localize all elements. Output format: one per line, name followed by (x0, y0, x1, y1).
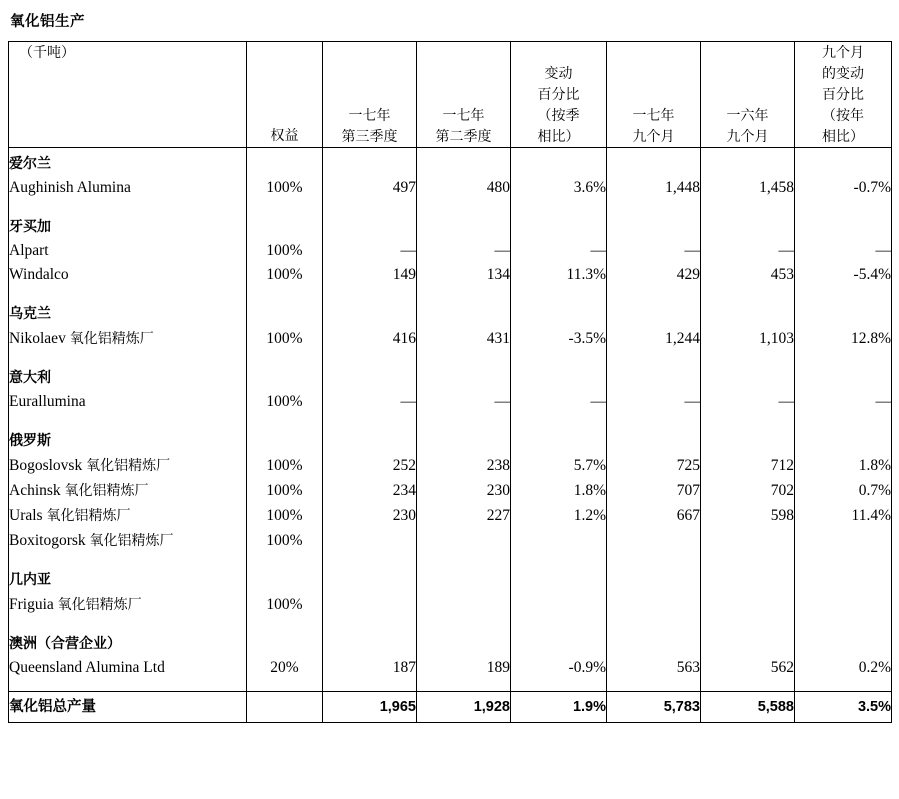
row-yoy-change: 0.2% (795, 656, 892, 680)
row-equity (247, 425, 323, 453)
row-ytd-2016 (701, 553, 795, 564)
header-unit: （千吨） (9, 42, 247, 148)
total-q3-2017: 1,965 (323, 692, 417, 723)
row-ytd-2016 (701, 592, 795, 617)
row-yoy-change: 11.4% (795, 503, 892, 528)
row-q3-2017: 149 (323, 263, 417, 287)
row-q2-2017 (417, 362, 511, 390)
spacer-row (9, 553, 892, 564)
row-name-latin: Achinsk (9, 482, 65, 499)
row-ytd-2017 (607, 414, 701, 425)
total-ytd-2017: 5,783 (607, 692, 701, 723)
row-qoq-change: -3.5% (511, 326, 607, 351)
row-qoq-change (511, 351, 607, 362)
table-row (9, 592, 892, 617)
page-title: 氧化铝生产 (10, 14, 85, 30)
row-ytd-2017: 429 (607, 263, 701, 287)
row-q3-2017 (323, 148, 417, 177)
group-name: 乌克兰 (9, 298, 247, 326)
row-ytd-2016 (701, 200, 795, 211)
row-q3-2017: 416 (323, 326, 417, 351)
row-yoy-change (795, 617, 892, 628)
row-qoq-change (511, 287, 607, 298)
row-name-latin: Boxitogorsk (9, 532, 90, 549)
row-q2-2017 (417, 628, 511, 656)
row-yoy-change: -5.4% (795, 263, 892, 287)
row-ytd-2017: 707 (607, 478, 701, 503)
row-name (9, 528, 247, 553)
row-qoq-change (511, 592, 607, 617)
row-ytd-2016: 453 (701, 263, 795, 287)
row-ytd-2016 (701, 414, 795, 425)
row-name (9, 326, 247, 351)
row-q2-2017: 189 (417, 656, 511, 680)
row-ytd-2016: 562 (701, 656, 795, 680)
row-name (9, 176, 247, 200)
row-q3-2017 (323, 200, 417, 211)
row-q3-2017 (323, 592, 417, 617)
row-q3-2017 (323, 528, 417, 553)
row-yoy-change (795, 628, 892, 656)
total-row (9, 692, 892, 723)
row-name (9, 287, 247, 298)
row-q3-2017 (323, 553, 417, 564)
row-qoq-change (511, 628, 607, 656)
row-ytd-2017: 563 (607, 656, 701, 680)
row-ytd-2016: 712 (701, 453, 795, 478)
group-row (9, 564, 892, 592)
row-ytd-2016 (701, 298, 795, 326)
table-row (9, 326, 892, 351)
row-name (9, 263, 247, 287)
row-q2-2017: 238 (417, 453, 511, 478)
row-name (9, 592, 247, 617)
row-equity (247, 298, 323, 326)
group-name: 爱尔兰 (9, 148, 247, 177)
row-qoq-change (511, 528, 607, 553)
row-q2-2017 (417, 148, 511, 177)
row-ytd-2017 (607, 425, 701, 453)
row-qoq-change (511, 148, 607, 177)
spacer-row (9, 200, 892, 211)
row-name (9, 503, 247, 528)
row-q2-2017 (417, 617, 511, 628)
row-yoy-change (795, 148, 892, 177)
row-name (9, 478, 247, 503)
row-qoq-change: 1.2% (511, 503, 607, 528)
row-yoy-change (795, 592, 892, 617)
row-qoq-change (511, 425, 607, 453)
row-ytd-2017 (607, 351, 701, 362)
row-q3-2017: — (323, 390, 417, 414)
row-name-cjk: 氧化铝精炼厂 (64, 482, 149, 498)
row-q2-2017: — (417, 239, 511, 263)
row-qoq-change (511, 200, 607, 211)
row-q2-2017 (417, 564, 511, 592)
row-ytd-2017 (607, 528, 701, 553)
group-row (9, 298, 892, 326)
row-q2-2017 (417, 592, 511, 617)
table-row (9, 390, 892, 414)
row-ytd-2016 (701, 680, 795, 692)
row-name (9, 656, 247, 680)
spacer-row (9, 414, 892, 425)
row-name (9, 239, 247, 263)
row-q2-2017: — (417, 390, 511, 414)
row-equity: 20% (247, 656, 323, 680)
row-equity: 100% (247, 503, 323, 528)
row-q2-2017: 480 (417, 176, 511, 200)
row-qoq-change: 11.3% (511, 263, 607, 287)
row-ytd-2017 (607, 592, 701, 617)
header-ytd-2017: 一七年 九个月 (607, 42, 701, 148)
row-yoy-change (795, 564, 892, 592)
spacer-row (9, 287, 892, 298)
header-qoq-change: 变动 百分比 （按季 相比） (511, 42, 607, 148)
row-ytd-2016 (701, 564, 795, 592)
row-ytd-2016: — (701, 239, 795, 263)
row-q3-2017: 252 (323, 453, 417, 478)
row-equity: 100% (247, 390, 323, 414)
row-ytd-2016 (701, 425, 795, 453)
spacer-row (9, 351, 892, 362)
row-q2-2017 (417, 414, 511, 425)
row-name-cjk: 氧化铝精炼厂 (86, 457, 171, 473)
row-q2-2017 (417, 528, 511, 553)
row-q3-2017: 234 (323, 478, 417, 503)
row-equity (247, 553, 323, 564)
row-ytd-2017 (607, 617, 701, 628)
row-ytd-2017: 725 (607, 453, 701, 478)
row-name-latin: Bogoslovsk (9, 457, 87, 474)
row-name-latin: Friguia (9, 596, 58, 613)
row-q2-2017: 431 (417, 326, 511, 351)
group-name: 几内亚 (9, 564, 247, 592)
row-qoq-change (511, 414, 607, 425)
row-yoy-change (795, 211, 892, 239)
row-equity: 100% (247, 176, 323, 200)
row-q2-2017: 230 (417, 478, 511, 503)
row-equity: 100% (247, 478, 323, 503)
row-equity: 100% (247, 239, 323, 263)
group-name: 澳洲（合营企业） (9, 628, 247, 656)
row-ytd-2017 (607, 200, 701, 211)
group-row (9, 148, 892, 177)
row-qoq-change: 5.7% (511, 453, 607, 478)
row-yoy-change (795, 680, 892, 692)
row-equity (247, 211, 323, 239)
row-q2-2017 (417, 298, 511, 326)
table-row (9, 263, 892, 287)
row-ytd-2016: — (701, 390, 795, 414)
total-label: 氧化铝总产量 (9, 692, 247, 723)
row-name (9, 200, 247, 211)
row-ytd-2017 (607, 362, 701, 390)
row-ytd-2016 (701, 528, 795, 553)
row-qoq-change (511, 553, 607, 564)
row-yoy-change (795, 298, 892, 326)
row-name-latin: Queensland Alumina Ltd (9, 659, 165, 676)
row-q2-2017 (417, 211, 511, 239)
header-ytd-2016: 一六年 九个月 (701, 42, 795, 148)
header-q2-2017: 一七年 第二季度 (417, 42, 511, 148)
row-equity (247, 564, 323, 592)
row-equity (247, 628, 323, 656)
row-equity (247, 148, 323, 177)
row-name (9, 553, 247, 564)
row-ytd-2016 (701, 351, 795, 362)
row-qoq-change (511, 617, 607, 628)
row-ytd-2016: 1,103 (701, 326, 795, 351)
row-q3-2017: 187 (323, 656, 417, 680)
row-q2-2017: 227 (417, 503, 511, 528)
row-q3-2017: — (323, 239, 417, 263)
row-yoy-change (795, 287, 892, 298)
row-equity (247, 362, 323, 390)
table-row (9, 656, 892, 680)
row-equity (247, 414, 323, 425)
row-ytd-2017: 1,448 (607, 176, 701, 200)
row-ytd-2016 (701, 628, 795, 656)
row-yoy-change: 12.8% (795, 326, 892, 351)
row-equity: 100% (247, 528, 323, 553)
row-q2-2017 (417, 200, 511, 211)
row-name (9, 390, 247, 414)
row-q2-2017 (417, 425, 511, 453)
row-yoy-change (795, 553, 892, 564)
row-qoq-change: -0.9% (511, 656, 607, 680)
row-equity (247, 200, 323, 211)
row-q3-2017 (323, 298, 417, 326)
row-equity: 100% (247, 592, 323, 617)
row-qoq-change: — (511, 390, 607, 414)
row-ytd-2017 (607, 628, 701, 656)
row-ytd-2017 (607, 553, 701, 564)
row-q3-2017 (323, 564, 417, 592)
row-ytd-2017 (607, 298, 701, 326)
row-name-latin: Nikolaev (9, 330, 70, 347)
row-equity (247, 617, 323, 628)
spacer-row (9, 680, 892, 692)
row-name (9, 351, 247, 362)
row-ytd-2016 (701, 211, 795, 239)
row-qoq-change (511, 362, 607, 390)
row-q2-2017: 134 (417, 263, 511, 287)
row-ytd-2016: 1,458 (701, 176, 795, 200)
row-name-cjk: 氧化铝精炼厂 (57, 596, 142, 612)
table-row (9, 478, 892, 503)
row-ytd-2016 (701, 287, 795, 298)
row-yoy-change (795, 351, 892, 362)
group-row (9, 362, 892, 390)
row-name (9, 680, 247, 692)
row-name-cjk: 氧化铝精炼厂 (89, 532, 174, 548)
row-ytd-2017 (607, 287, 701, 298)
total-qoq-change: 1.9% (511, 692, 607, 723)
row-yoy-change: 0.7% (795, 478, 892, 503)
row-q3-2017 (323, 425, 417, 453)
row-q3-2017 (323, 211, 417, 239)
row-q3-2017 (323, 680, 417, 692)
row-name-cjk: 氧化铝精炼厂 (69, 330, 154, 346)
total-yoy-change: 3.5% (795, 692, 892, 723)
row-ytd-2017 (607, 680, 701, 692)
row-ytd-2016: 598 (701, 503, 795, 528)
row-q2-2017 (417, 553, 511, 564)
row-ytd-2016: 702 (701, 478, 795, 503)
row-name-cjk: 氧化铝精炼厂 (46, 507, 131, 523)
table-row (9, 453, 892, 478)
alumina-production-table (8, 41, 892, 723)
row-yoy-change: — (795, 239, 892, 263)
row-name-latin: Windalco (9, 266, 69, 283)
row-q2-2017 (417, 680, 511, 692)
row-q2-2017 (417, 351, 511, 362)
table-body (9, 42, 892, 723)
row-yoy-change (795, 362, 892, 390)
table-row (9, 528, 892, 553)
row-qoq-change (511, 680, 607, 692)
row-q3-2017 (323, 351, 417, 362)
group-row (9, 425, 892, 453)
row-name-latin: Eurallumina (9, 393, 86, 410)
row-name (9, 453, 247, 478)
group-name: 俄罗斯 (9, 425, 247, 453)
table-header-row (9, 42, 892, 148)
row-yoy-change (795, 414, 892, 425)
row-equity (247, 287, 323, 298)
row-ytd-2016 (701, 148, 795, 177)
row-equity: 100% (247, 263, 323, 287)
table-row (9, 503, 892, 528)
row-name-latin: Alpart (9, 242, 49, 259)
row-ytd-2017: — (607, 390, 701, 414)
row-q3-2017 (323, 414, 417, 425)
row-equity: 100% (247, 326, 323, 351)
row-yoy-change (795, 425, 892, 453)
row-equity (247, 351, 323, 362)
row-ytd-2017: 1,244 (607, 326, 701, 351)
row-name-latin: Aughinish Alumina (9, 179, 131, 196)
row-equity (247, 692, 323, 723)
row-name (9, 414, 247, 425)
row-yoy-change: 1.8% (795, 453, 892, 478)
row-q3-2017 (323, 617, 417, 628)
row-ytd-2016 (701, 617, 795, 628)
row-ytd-2017 (607, 148, 701, 177)
row-yoy-change (795, 528, 892, 553)
row-q3-2017 (323, 287, 417, 298)
header-yoy-change: 九个月 的变动 百分比 （按年 相比） (795, 42, 892, 148)
row-ytd-2016 (701, 362, 795, 390)
spacer-row (9, 617, 892, 628)
row-qoq-change (511, 211, 607, 239)
table-row (9, 176, 892, 200)
row-q3-2017: 230 (323, 503, 417, 528)
row-yoy-change: -0.7% (795, 176, 892, 200)
row-yoy-change (795, 200, 892, 211)
row-yoy-change: — (795, 390, 892, 414)
row-qoq-change: 1.8% (511, 478, 607, 503)
table-row (9, 239, 892, 263)
row-name-latin: Urals (9, 507, 47, 524)
row-qoq-change: — (511, 239, 607, 263)
row-name (9, 617, 247, 628)
group-row (9, 628, 892, 656)
header-equity: 权益 (247, 42, 323, 148)
row-qoq-change: 3.6% (511, 176, 607, 200)
group-row (9, 211, 892, 239)
group-name: 意大利 (9, 362, 247, 390)
row-qoq-change (511, 298, 607, 326)
row-q3-2017 (323, 362, 417, 390)
total-ytd-2016: 5,588 (701, 692, 795, 723)
row-ytd-2017: 667 (607, 503, 701, 528)
row-ytd-2017: — (607, 239, 701, 263)
row-ytd-2017 (607, 564, 701, 592)
row-qoq-change (511, 564, 607, 592)
row-q2-2017 (417, 287, 511, 298)
row-q3-2017 (323, 628, 417, 656)
header-q3-2017: 一七年 第三季度 (323, 42, 417, 148)
group-name: 牙买加 (9, 211, 247, 239)
total-q2-2017: 1,928 (417, 692, 511, 723)
row-ytd-2017 (607, 211, 701, 239)
row-equity: 100% (247, 453, 323, 478)
row-q3-2017: 497 (323, 176, 417, 200)
row-equity (247, 680, 323, 692)
